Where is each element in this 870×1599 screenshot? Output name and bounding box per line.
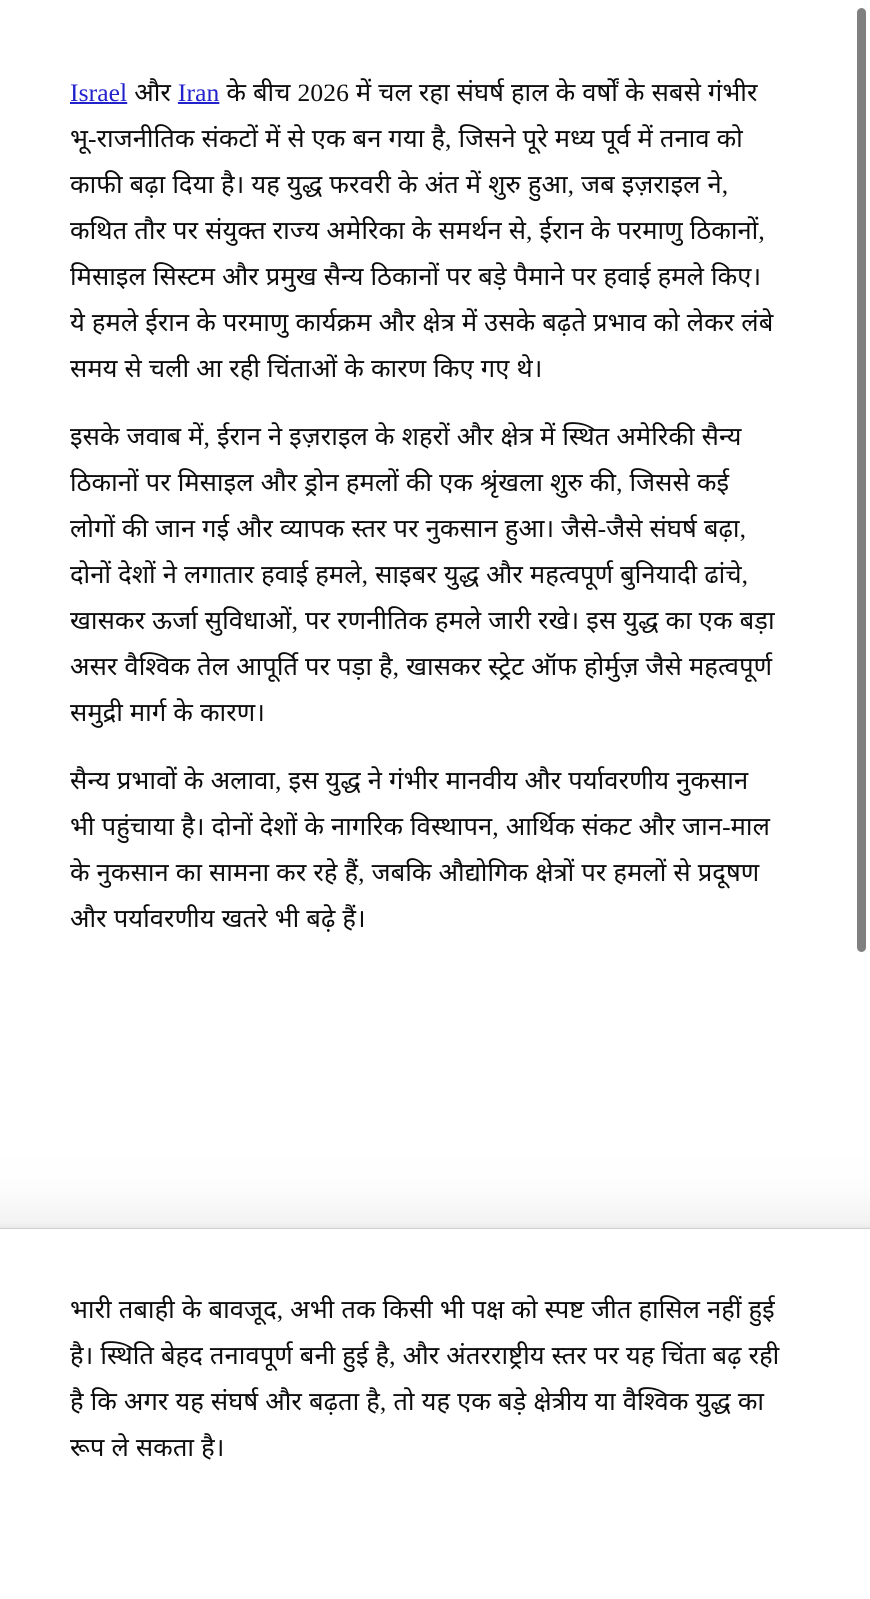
paragraph-3-text: सैन्य प्रभावों के अलावा, इस युद्ध ने गंभीर मानवीय और पर्यावरणीय नुकसान भी पहुंचाया है। दोनों देशों के नागरिक विस्थापन, आर्थिक संकट और जान-माल के नुकसान का सामना कर रहे हैं, जबकि औद्योगिक क्षेत्रों पर हमलों से प्रदूषण और पर्यावरणीय खतरे भी बढ़े हैं। bbox=[70, 766, 771, 933]
paragraph-4-text: भारी तबाही के बावजूद, अभी तक किसी भी पक्ष को स्पष्ट जीत हासिल नहीं हुई है। स्थिति बेहद तनावपूर्ण बनी हुई है, और अंतरराष्ट्रीय स्तर पर यह चिंता बढ़ रही है कि अगर यह संघर्ष और बढ़ता है, तो यह एक बड़े क्षेत्रीय या वैश्विक युद्ध का रूप ले सकता है। bbox=[70, 1295, 780, 1462]
link-israel[interactable]: Israel bbox=[70, 78, 128, 107]
paragraph-2 bbox=[70, 414, 775, 736]
paragraph-1-text-a: और bbox=[127, 78, 178, 107]
link-iran[interactable]: Iran bbox=[177, 78, 220, 107]
paragraph-4 bbox=[70, 1287, 795, 1471]
vertical-scrollbar-track[interactable] bbox=[853, 0, 866, 1599]
paragraph-3 bbox=[70, 758, 775, 942]
vertical-scrollbar-thumb[interactable] bbox=[857, 8, 866, 952]
paragraph-1 bbox=[70, 70, 775, 392]
paragraph-1-text-b: के बीच 2026 में चल रहा संघर्ष हाल के वर्षों के सबसे गंभीर भू-राजनीतिक संकटों में से एक बन गया है, जिसने पूरे मध्य पूर्व में तनाव को काफी बढ़ा दिया है। यह युद्ध फरवरी के अंत में शुरु हुआ, जब इज़राइल ने, कथित तौर पर संयुक्त राज्य अमेरिका के समर्थन से, ईरान के परमाणु ठिकानों, मिसाइल सिस्टम और प्रमुख सैन्य ठिकानों पर बड़े पैमाने पर हवाई हमले किए। ये हमले ईरान के परमाणु कार्यक्रम और क्षेत्र में उसके बढ़ते प्रभाव को लेकर लंबे समय से चली आ रही चिंताओं के कारण किए गए थे। bbox=[70, 78, 774, 383]
next-section-content bbox=[0, 1229, 870, 1471]
paragraph-2-text: इसके जवाब में, ईरान ने इज़राइल के शहरों और क्षेत्र में स्थित अमेरिकी सैन्य ठिकानों पर मिसाइल और ड्रोन हमलों की एक श्रृंखला शुरु की, जिससे कई लोगों की जान गई और व्यापक स्तर पर नुकसान हुआ। जैसे-जैसे संघर्ष बढ़ा, दोनों देशों ने लगातार हवाई हमले, साइबर युद्ध और महत्वपूर्ण बुनियादी ढांचे, खासकर ऊर्जा सुविधाओं, पर रणनीतिक हमले जारी रखे। इस युद्ध का एक बड़ा असर वैश्विक तेल आपूर्ति पर पड़ा है, खासकर स्ट्रेट ऑफ होर्मुज़ जैसे महत्वपूर्ण समुद्री मार्ग के कारण। bbox=[70, 422, 775, 727]
next-section-body bbox=[0, 1229, 870, 1599]
